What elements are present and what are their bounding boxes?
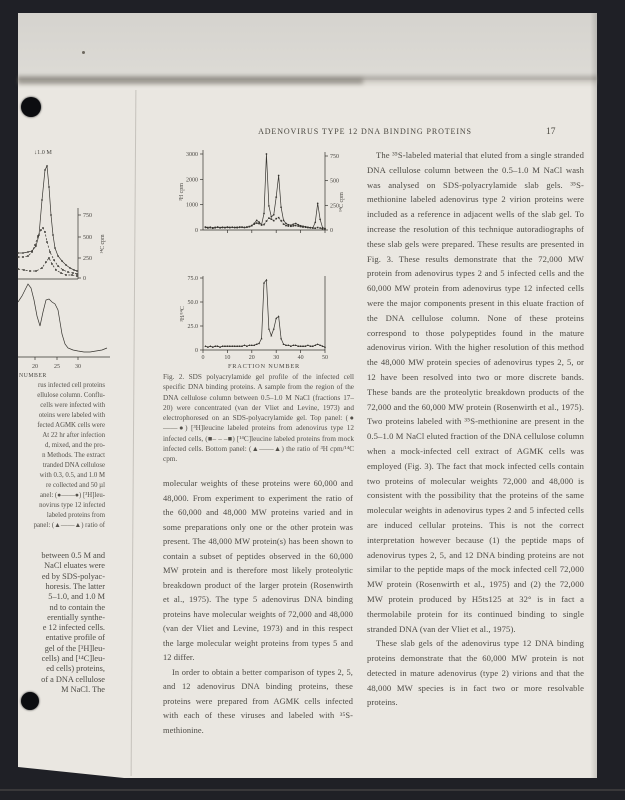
left-column-paragraph-1: molecular weights of these proteins were 60,000 and 48,000. From experiment to experiment the ratio of the 60,000 and 48,000 MW proteins varied and in some preparations only one or the other protein was present. The 48,000 MW protein(s) has been shown to contain a subset of peptides observed in the 60,000 MW protein and is therefore most likely proteolytic breakdown product of the larger protein (Rosenwirth et al., 1975). The type 5 adenovirus DNA binding proteins have molecular weights of 72,000 and 48,000 (van der Vliet and Levine, 1973) and in this respect the large molecular weight proteins from types 5 and 12 differ.	[163, 479, 353, 662]
svg-text:3000: 3000	[186, 152, 198, 158]
figure2-top-panel-chart	[160, 140, 360, 285]
svg-text:500: 500	[83, 235, 92, 241]
svg-text:0: 0	[195, 348, 198, 354]
page-number: 17	[546, 127, 556, 137]
svg-text:0: 0	[195, 228, 198, 234]
svg-text:20: 20	[248, 355, 255, 361]
scan-speck	[82, 51, 85, 54]
svg-text:25: 25	[54, 364, 60, 370]
svg-text:20: 20	[32, 364, 38, 370]
svg-text:50.0: 50.0	[187, 300, 198, 306]
svg-text:³H/¹⁴C: ³H/¹⁴C	[180, 306, 186, 322]
left-column-paragraph-2: In order to obtain a better comparison of types 2, 5, and 12 adenovirus DNA binding proteins, these proteins were prepared from AGMK cells infected with each of these viruses and labeled with ³⁵S-methionine.	[163, 667, 353, 735]
running-head: ADENOVIRUS TYPE 12 DNA BINDING PROTEINS	[258, 127, 472, 136]
hole-punch-top	[21, 97, 41, 117]
svg-text:750: 750	[330, 154, 339, 160]
figure2-bottom-panel-chart	[160, 268, 360, 372]
body-text-right-column	[367, 148, 584, 710]
svg-text:¹⁴C cpm: ¹⁴C cpm	[339, 192, 345, 212]
svg-text:500: 500	[330, 178, 339, 185]
page-right-edge-shade	[590, 13, 597, 778]
page-seam-shadow	[18, 78, 363, 84]
svg-text:750: 750	[83, 213, 92, 219]
strip-partial-chart-bottom	[18, 278, 118, 378]
right-column-paragraph-1: The ³⁵S-labeled material that eluted from a single stranded DNA cellulose column between the 0.5–1.0 M NaCl wash was analysed on SDS-polyacrylamide slab gels. ³⁵S-methionine labeled adenovirus type 2 virion proteins were included as a reference in adjacent wells of the slab gel. To increase the resolution of this technique autoradiographs of these slab gels were prepared. These results are presented in Fig. 3. These results demonstrate that the 72,000 MW protein from adenovirus types 2 and 5 infected cells and the 60,000 MW protein from adenovirus type 12 infected cells were the major components present in this eluate fraction of the DNA cellulose column. None of these proteins correspond to those polypeptides found in the mature adenovirus virion. With the higher resolution of this method the 48,000 MW protein species of adenovirus types 2, 5, or 12 have been resolved into two or more discrete bands. These bands are the proteolytic breakdown products of the 72,000 and the 60,000 MW protein (Rosenwirth et al., 1975). Two proteins labeled with ³⁵S-methionine are present in the 0.5–1.0 M NaCl eluted fraction of the DNA cellulose column when a mock-infected cell extract of AGMK cells was employed (Fig. 3). The fact that mock infected cells contain two proteins of molecular weights 72,000 and 48,000 is consistent with the possibility that the proteins of the same molecular weights in adenovirus types 2 and 5 infected cells are induced cellular proteins. This is not the correct interpretation however because (1) the peptide maps of adenovirus types 2, 5, and 12 DNA binding proteins are not similar to the peptide maps of the mock infected cell 72,000 MW protein (Rosenwirth et al., 1975) and (2) the 72,000 MW protein produced by H5ts125 at 32° is in fact a thermolabile protein for its continued binding to single stranded DNA (van der Vliet et al., 1975).	[367, 150, 584, 634]
svg-text:0: 0	[201, 355, 205, 361]
svg-text:FRACTION NUMBER: FRACTION NUMBER	[227, 363, 301, 370]
svg-text:0: 0	[330, 228, 333, 234]
strip-caption-fragment: rus infected cell proteins ellulose column. Conflu- cells were infected with oteins were labeled with fected AGMK cells were At 22 hr after infection d, mixed, and the pro- n Methods. The extract tranded DNA cellulose with 0.3, 0.5, and 1.0 M re collected and 50 µl anel: (●——●) [³H]leu- novirus type 12 infected labeled proteins from panel: (▲——▲) ratio of	[33, 382, 105, 529]
previous-page-edge-band	[18, 13, 597, 80]
strip-body-fragment: between 0.5 M and NaCl eluates were ed by SDS-polyac- horesis. The latter 5–1.0, and 1.0 M nd to contain the erentially synthe- e 12 infected cells. entative profile of gel of the [³H]leu- cells) and [¹⁴C]leu- ed cells) proteins, of a DNA cellulose M NaCl. The	[41, 551, 105, 694]
svg-text:³H cpm: ³H cpm	[179, 183, 185, 201]
background-edge-line	[0, 789, 625, 791]
strip-partial-chart-top	[18, 140, 118, 290]
svg-text:¹⁴C cpm: ¹⁴C cpm	[100, 234, 106, 254]
svg-text:0: 0	[83, 276, 86, 282]
svg-text:↓1.0 M: ↓1.0 M	[34, 149, 52, 156]
right-column-paragraph-2: These slab gels of the adenovirus type 12 DNA binding proteins demonstrate that the 60,000 MW protein is not detected in mature adenovirus (type 2) virions and that the 48,000 MW species is in fact two or more resolvable proteins.	[367, 638, 584, 708]
svg-text:10: 10	[224, 355, 231, 361]
svg-text:250: 250	[83, 256, 92, 262]
svg-text:50: 50	[322, 355, 328, 361]
svg-text:NUMBER: NUMBER	[19, 373, 47, 379]
hole-punch-bottom	[21, 692, 39, 710]
body-text-left-column	[163, 477, 353, 738]
svg-text:40: 40	[297, 355, 304, 361]
svg-text:1000: 1000	[186, 202, 198, 209]
svg-text:30: 30	[273, 355, 280, 361]
svg-text:250: 250	[330, 203, 339, 210]
svg-text:2000: 2000	[186, 177, 198, 184]
svg-text:75.0: 75.0	[187, 276, 198, 282]
svg-text:25.0: 25.0	[187, 324, 198, 330]
figure2-caption: Fig. 2. SDS polyacrylamide gel profile of the infected cell specific DNA binding proteins. A sample from the region of the DNA cellulose column between 0.5–1.0 M NaCl (fractions 17–20) were concentrated (van der Vliet and Levine, 1973) and electrophoresed on an SDS-polyacrylamide gel. Top panel: (●——●) [³H]leucine labeled proteins from adenovirus type 12 infected cells, (■– – –■) [¹⁴C]leucine labeled proteins from mock infected cells. Bottom panel: (▲——▲) the ratio of ³H cpm/¹⁴C cpm.	[163, 373, 354, 464]
svg-text:30: 30	[75, 364, 81, 370]
